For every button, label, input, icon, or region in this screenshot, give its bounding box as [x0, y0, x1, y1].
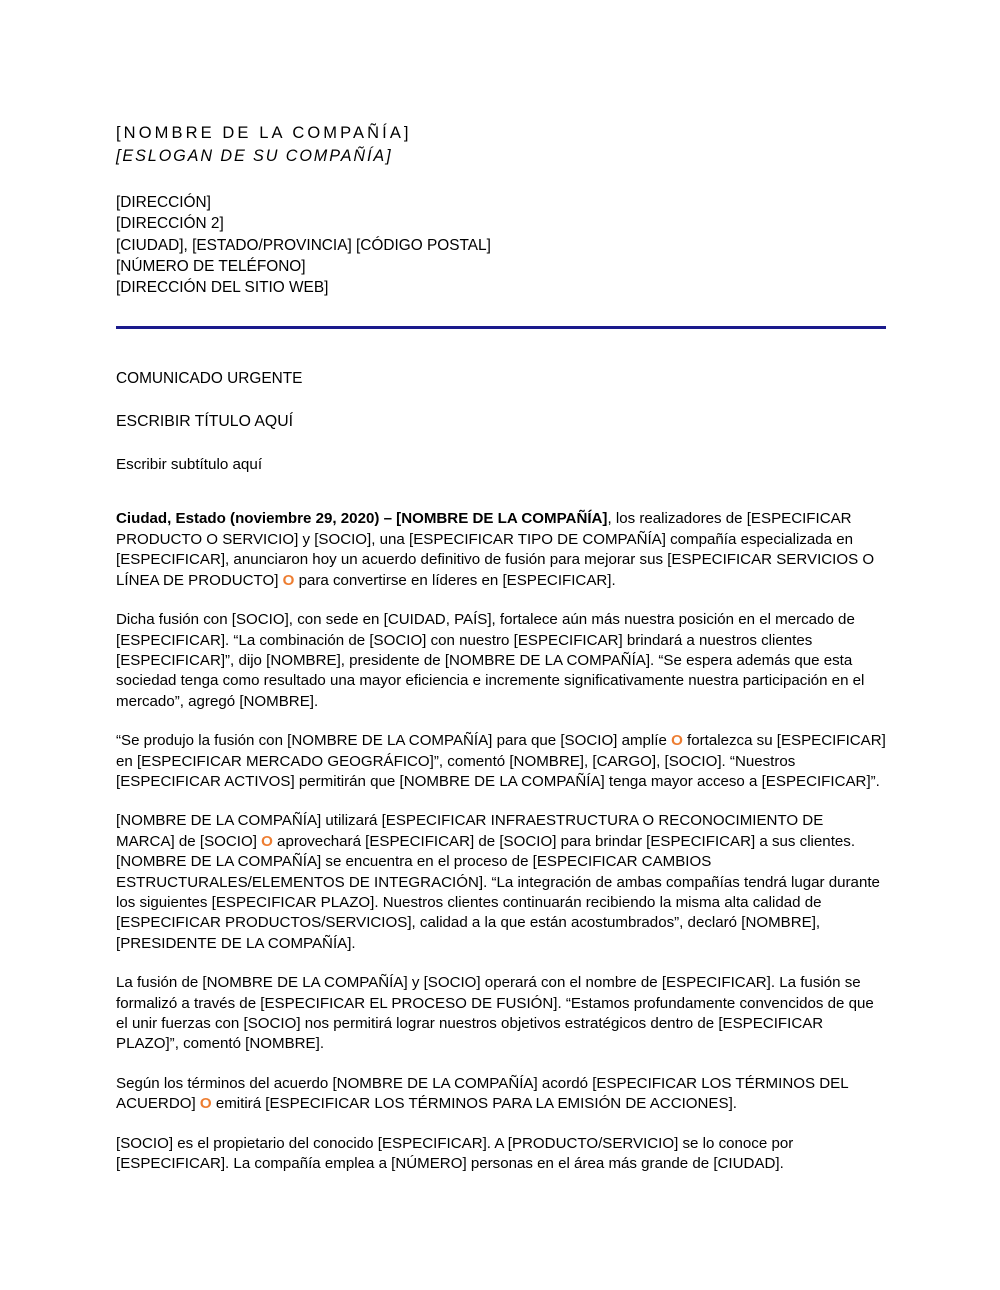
- body-paragraph-5: La fusión de [NOMBRE DE LA COMPAÑÍA] y [SOCIO] operará con el nombre de [ESPECIFICAR]. La fusión se formalizó a través de [ESPECIFICAR EL PROCESO DE FUSIÓN]. “Estamos profundamente convencidos de que el unir fuerzas con [SOCIO] nos permitirá lograr nuestros objetivos estratégicos dentro de [ESPECIFICAR PLAZO]”, comentó [NOMBRE].: [116, 974, 874, 1053]
- release-body: [116, 509, 886, 1174]
- address-line-city-state-zip: [CIUDAD], [ESTADO/PROVINCIA] [CÓDIGO POSTAL]: [116, 236, 491, 254]
- body-paragraph-6-text-b: emitirá [ESPECIFICAR LOS TÉRMINOS PARA LA EMISIÓN DE ACCIONES].: [211, 1095, 737, 1113]
- release-headline: ESCRIBIR TÍTULO AQUÍ: [116, 413, 294, 431]
- alternative-marker-icon: O: [261, 832, 273, 850]
- body-paragraph-3-text-a: “Se produjo la fusión con [NOMBRE DE LA COMPAÑÍA] para que [SOCIO] amplíe: [116, 732, 672, 750]
- company-name: [NOMBRE DE LA COMPAÑÍA]: [116, 124, 412, 142]
- address-block: [116, 192, 886, 298]
- address-line-phone: [NÚMERO DE TELÉFONO]: [116, 257, 306, 275]
- address-line-website: [DIRECCIÓN DEL SITIO WEB]: [116, 279, 329, 297]
- body-paragraph-6: [116, 1074, 886, 1115]
- body-paragraph-4: [116, 811, 886, 954]
- address-line-street: [DIRECCIÓN]: [116, 194, 211, 211]
- release-subhead: Escribir subtítulo aquí: [116, 456, 263, 474]
- body-paragraph-4-text-b: aprovechará [ESPECIFICAR] de [SOCIO] para brindar [ESPECIFICAR] a sus clientes. [NOMBRE DE LA COMPAÑÍA] se encuentra en el proceso de [ESPECIFICAR CAMBIOS ESTRUCTURALES/ELEMENTOS DE INTEGRACIÓN]. “La integración de ambas compañías tendrá lugar durante los siguientes [ESPECIFICAR PLAZO]. Nuestros clientes continuarán recibiendo la misma alta calidad de [ESPECIFICAR PRODUCTOS/SERVICIOS], calidad a la que están acostumbrados”, declaró [NOMBRE], [PRESIDENTE DE LA COMPAÑÍA].: [116, 832, 880, 952]
- body-paragraph-3-text-b: fortalezca su [ESPECIFICAR] en [ESPECIFICAR MERCADO GEOGRÁFICO]”, comentó [NOMBRE], [CARGO], [SOCIO]. “Nuestros [ESPECIFICAR ACTIVOS] permitirán que [NOMBRE DE LA COMPAÑÍA] tenga mayor acceso a [ESPECIFICAR]”.: [116, 732, 886, 790]
- body-paragraph-4-text-a: [NOMBRE DE LA COMPAÑÍA] utilizará [ESPECIFICAR INFRAESTRUCTURA O RECONOCIMIENTO DE MARCA] de [SOCIO]: [116, 812, 824, 850]
- dateline-lead-in: Ciudad, Estado (noviembre 29, 2020) – [NOMBRE DE LA COMPAÑÍA]: [116, 510, 608, 528]
- letterhead: [116, 0, 886, 298]
- page-content: [116, 0, 886, 1174]
- header-divider-rule: [116, 326, 886, 329]
- body-paragraph-1-text-a: , los realizadores de [ESPECIFICAR PRODUCTO O SERVICIO] y [SOCIO], una [ESPECIFICAR TIPO DE COMPAÑÍA] compañía especializada en [ESPECIFICAR], anunciaron hoy un acuerdo definitivo de fusión para mejorar sus [ESPECIFICAR SERVICIOS O LÍNEA DE PRODUCTO]: [116, 510, 875, 589]
- alternative-marker-icon: O: [199, 1095, 212, 1113]
- body-paragraph-6-text-a: Según los términos del acuerdo [NOMBRE DE LA COMPAÑÍA] acordó [ESPECIFICAR LOS TÉRMINOS DEL ACUERDO]: [116, 1074, 849, 1113]
- body-paragraph-3: [116, 731, 886, 792]
- body-paragraph-7: [SOCIO] es el propietario del conocido [ESPECIFICAR]. A [PRODUCTO/SERVICIO] se lo conoce por [ESPECIFICAR]. La compañía emplea a [NÚMERO] personas en el área más grande de [CIUDAD].: [116, 1134, 794, 1173]
- address-line-street-2: [DIRECCIÓN 2]: [116, 215, 224, 233]
- release-kicker: COMUNICADO URGENTE: [116, 370, 303, 388]
- alternative-marker-icon: O: [671, 732, 683, 750]
- body-paragraph-1: [116, 509, 886, 591]
- body-paragraph-2: Dicha fusión con [SOCIO], con sede en [CUIDAD, PAÍS], fortalece aún más nuestra posición en el mercado de [ESPECIFICAR]. “La combinación de [SOCIO] con nuestro [ESPECIFICAR] brindará a nuestros clientes [ESPECIFICAR]”, dijo [NOMBRE], presidente de [NOMBRE DE LA COMPAÑÍA]. “Se espera además que esta sociedad tenga como resultado una mayor eficiencia e incremente significativamente nuestra participación en el mercado”, agregó [NOMBRE].: [116, 611, 865, 710]
- body-paragraph-1-text-b: para convertirse en líderes en [ESPECIFICAR].: [294, 571, 616, 589]
- title-block: [116, 368, 886, 475]
- company-slogan: [ESLOGAN DE SU COMPAÑÍA]: [116, 147, 393, 165]
- alternative-marker-icon: O: [282, 571, 295, 589]
